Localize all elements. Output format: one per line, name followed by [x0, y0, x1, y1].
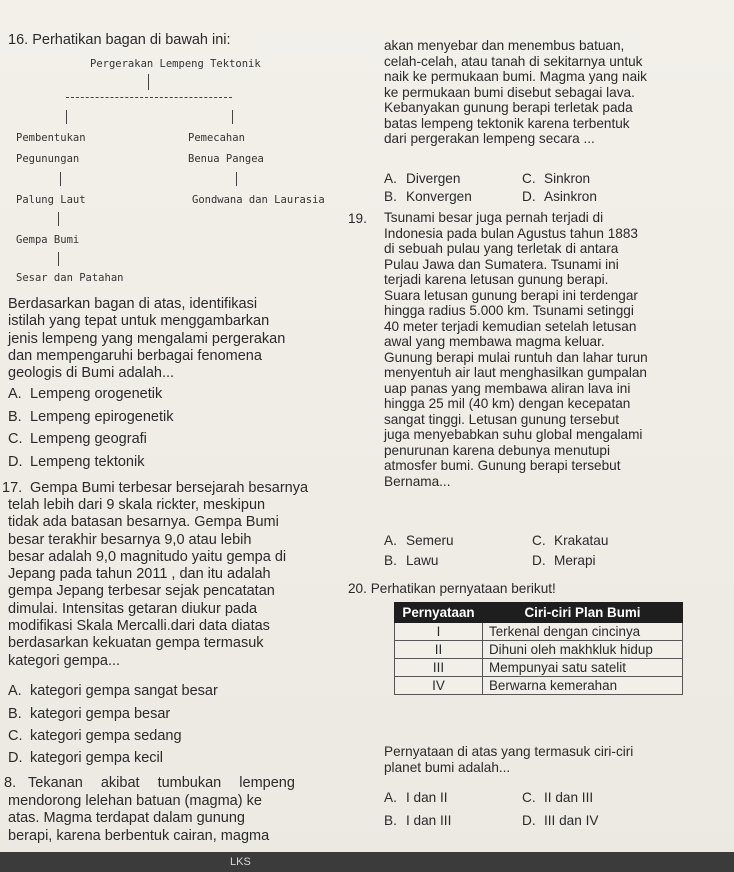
q20-option-d[interactable] [522, 812, 598, 829]
option-text: Lempeng orogenetik [30, 386, 163, 402]
q20-prompt: Perhatikan pernyataan berikut! [370, 581, 556, 596]
text-line: sangat tinggi. Letusan gunung tersebut [384, 411, 620, 427]
option-text: kategori gempa besar [30, 706, 171, 722]
q19-number: 19. [348, 211, 367, 226]
diagram-connector [148, 74, 149, 90]
text-line: kategori gempa... [8, 652, 121, 669]
text-line: planet bumi adalah... [384, 759, 511, 775]
option-text: Merapi [554, 553, 596, 568]
option-letter: B. [8, 409, 22, 425]
option-letter: D. [522, 189, 536, 204]
diagram-left-1: Pembentukan [16, 132, 86, 144]
diagram-connector [58, 252, 59, 266]
option-text: II dan III [544, 790, 594, 805]
text-line: tidak ada batasan besarnya. Gempa Bumi [8, 514, 279, 531]
q17-number: 17. [2, 480, 23, 496]
text-line: naik ke permukaan bumi. Magma yang naik [384, 69, 647, 84]
q17-option-d[interactable] [8, 750, 163, 767]
option-letter: B. [8, 706, 22, 722]
option-letter: B. [384, 189, 397, 204]
q20-number: 20. [348, 581, 367, 596]
text-line: atmosfer bumi. Gunung berapi tersebut [384, 458, 621, 473]
text-line: atas. Magma terdapat dalam gunung [8, 810, 245, 827]
table-cell-text: Mempunyai satu satelit [483, 659, 683, 677]
text-line: besar terakhir besarnya 9,0 atau lebih [8, 531, 252, 548]
text-line: besar adalah 9,0 magnitudo yaitu gempa di [8, 548, 287, 565]
option-letter: A. [384, 171, 397, 186]
q18-option-a[interactable] [384, 170, 460, 187]
option-letter: A. [8, 386, 22, 402]
text-line: Gunung berapi mulai runtuh dan lahar turun [384, 349, 648, 365]
text-line: Kebanyakan gunung berapi terletak pada [384, 100, 633, 115]
q20-option-a[interactable] [384, 789, 448, 806]
text-line: Pulau Jawa dan Sumatera. Tsunami ini [384, 256, 619, 272]
q18-number: 8. [4, 775, 17, 791]
option-text: kategori gempa sedang [30, 728, 182, 744]
diagram-left-4: Gempa Bumi [16, 234, 80, 246]
diagram-left-3: Palung Laut [16, 194, 86, 206]
q17-text [8, 480, 332, 497]
text-line: gempa Jepang terbesar sejak pencatatan [8, 583, 275, 600]
option-letter: D. [8, 454, 23, 470]
text-line: Gempa Bumi terbesar bersejarah besarnya [30, 480, 309, 496]
table-cell-num: II [395, 641, 483, 659]
q20-after-text [384, 744, 729, 775]
text-line: celah-celah, atau tanah di sekitarnya untuk [384, 53, 643, 69]
text-line: istilah yang tepat untuk menggambarkan [8, 313, 270, 330]
option-text: Semeru [406, 533, 454, 548]
text-line: Bernama... [384, 473, 451, 489]
q17-option-c[interactable] [8, 728, 182, 745]
table-row [395, 659, 683, 677]
text-line: jenis lempeng yang mengalami pergerakan [8, 330, 286, 347]
q18-text-continued [384, 38, 729, 147]
table-row [395, 677, 683, 695]
table-header-statement: Pernyataan [395, 603, 483, 623]
q18-text [8, 793, 332, 845]
diagram-right-2: Benua Pangea [188, 153, 264, 165]
page-bottom-edge [0, 852, 734, 872]
option-text: III dan IV [544, 813, 599, 828]
text-line: geologis di Bumi adalah... [8, 365, 175, 382]
text-line: ke permukaan bumi disebut sebagai lava. [384, 84, 635, 100]
text-line: uap panas yang membawa aliran lava ini [384, 380, 631, 396]
option-text: Divergen [406, 171, 461, 186]
diagram-connector [66, 110, 67, 124]
option-text: Lawu [406, 553, 439, 568]
q19-option-b[interactable] [384, 552, 439, 569]
diagram-connector [58, 212, 59, 226]
option-text: Asinkron [544, 189, 597, 204]
text-line: terjadi karena letusan gunung berapi. [384, 272, 609, 287]
q20-option-b[interactable] [384, 812, 451, 829]
text-line: telah lebih dari 9 skala rickter, meskipun [8, 497, 266, 513]
q16-option-d[interactable] [8, 454, 144, 471]
text-line: Indonesia pada bulan Agustus tahun 1883 [384, 225, 638, 241]
text-line: Pernyataan di atas yang termasuk ciri-ciri [384, 744, 634, 759]
option-letter: C. [8, 431, 23, 447]
option-letter: C. [522, 790, 536, 805]
q20-header [348, 580, 556, 597]
text-line: Tsunami besar juga pernah terjadi di [384, 210, 604, 225]
q18-option-d[interactable] [522, 188, 597, 205]
table-row [395, 641, 683, 659]
diagram-connector [232, 110, 233, 124]
q17-option-a[interactable] [8, 683, 218, 700]
q19-option-d[interactable] [532, 552, 596, 569]
option-text: Konvergen [406, 189, 472, 204]
option-text: Lempeng geografi [30, 431, 147, 447]
text-line: akan menyebar dan menembus batuan, [384, 38, 625, 53]
option-letter: A. [384, 533, 397, 548]
q16-option-c[interactable] [8, 431, 147, 448]
table-row [395, 623, 683, 641]
q17-text-cont [8, 497, 332, 670]
text-line: berapi, karena berbentuk cairan, magma [8, 827, 270, 844]
q18-option-b[interactable] [384, 188, 472, 205]
text-line: juga menyebabkan suhu global mengalami [384, 427, 643, 442]
option-letter: A. [8, 683, 22, 699]
text-line: Tekanan akibat tumbukan lempeng [28, 775, 295, 791]
table-cell-text: Terkenal dengan cincinya [483, 623, 683, 641]
option-letter: C. [522, 171, 536, 186]
q19-option-a[interactable] [384, 532, 454, 549]
option-text: Krakatau [554, 533, 609, 548]
diagram-root: Pergerakan Lempeng Tektonik [90, 58, 261, 70]
q17-option-b[interactable] [8, 706, 170, 723]
q16-option-b[interactable] [8, 409, 174, 426]
text-line: Suara letusan gunung berapi ini terdengar [384, 287, 638, 303]
diagram-left-2: Pegunungan [16, 153, 80, 165]
q16-prompt: Perhatikan bagan di bawah ini: [32, 32, 231, 48]
diagram-right-1: Pemecahan [188, 132, 245, 144]
text-line: modifikasi Skala Mercalli.dari data diatas [8, 618, 270, 635]
text-line: batas lempeng tektonik karena terbentuk [384, 115, 630, 131]
option-letter: B. [384, 553, 397, 568]
option-text: Lempeng epirogenetik [30, 409, 174, 425]
option-text: kategori gempa sangat besar [30, 683, 218, 699]
text-line: dimulai. Intensitas getaran diukur pada [8, 600, 258, 617]
diagram-branch-line [66, 97, 232, 98]
option-letter: D. [532, 553, 546, 568]
table-cell-text: Berwarna kemerahan [483, 677, 683, 695]
text-line: mendorong lelehan batuan (magma) ke [8, 793, 262, 809]
text-line: 40 meter terjadi kemudian setelah letusan [384, 318, 637, 334]
q18-text-first [28, 775, 332, 792]
option-letter: D. [8, 750, 23, 766]
option-letter: D. [522, 813, 536, 828]
text-line: berdasarkan kekuatan gempa termasuk [8, 635, 264, 652]
table-cell-text: Dihuni oleh makhkluk hidup [483, 641, 683, 659]
option-letter: C. [532, 533, 546, 548]
option-text: I dan III [406, 813, 452, 828]
table-cell-num: IV [395, 677, 483, 695]
diagram-connector [60, 172, 61, 186]
q16-text [8, 296, 328, 382]
diagram-left-5: Sesar dan Patahan [16, 272, 124, 284]
option-letter: B. [384, 813, 397, 828]
text-line: dan mempengaruhi berbagai fenomena [8, 347, 262, 364]
text-line: hingga 25 mil (40 km) dengan kecepatan [384, 396, 631, 411]
table-header-row [395, 603, 683, 623]
text-line: dari pergerakan lempeng secara ... [384, 131, 595, 146]
text-line: Berdasarkan bagan di atas, identifikasi [8, 296, 258, 312]
table-cell-num: III [395, 659, 483, 677]
option-letter: C. [8, 728, 23, 744]
text-line: hingga radius 5.000 km. Tsunami setinggi [384, 303, 634, 318]
option-text: Sinkron [544, 171, 591, 186]
option-letter: A. [384, 790, 397, 805]
text-line: penurunan karena debunya menutupi [384, 442, 610, 458]
diagram-right-3: Gondwana dan Laurasia [192, 194, 325, 206]
q20-table [394, 602, 683, 695]
q19-text [384, 210, 729, 489]
diagram-connector [236, 172, 237, 186]
q20-option-c[interactable] [522, 789, 593, 806]
text-line: awal yang membawa magma keluar. [384, 334, 605, 349]
option-text: Lempeng tektonik [30, 454, 145, 470]
q16-option-a[interactable] [8, 386, 162, 403]
q18-option-c[interactable] [522, 170, 590, 187]
text-line: Jepang pada tahun 2011 , dan itu adalah [8, 566, 271, 583]
option-text: kategori gempa kecil [30, 750, 163, 766]
option-text: I dan II [406, 790, 448, 805]
table-cell-num: I [395, 623, 483, 641]
table-header-characteristics: Ciri-ciri Plan Bumi [483, 603, 683, 623]
footer-text: LKS [230, 856, 251, 868]
q16-header [8, 32, 231, 49]
text-line: menyentuh air laut menghasilkan gumpalan [384, 365, 647, 380]
q16-number: 16. [8, 32, 29, 48]
text-line: di sebuah pulau yang terletak di antara [384, 241, 619, 256]
q19-option-c[interactable] [532, 532, 608, 549]
right-column [348, 0, 734, 872]
